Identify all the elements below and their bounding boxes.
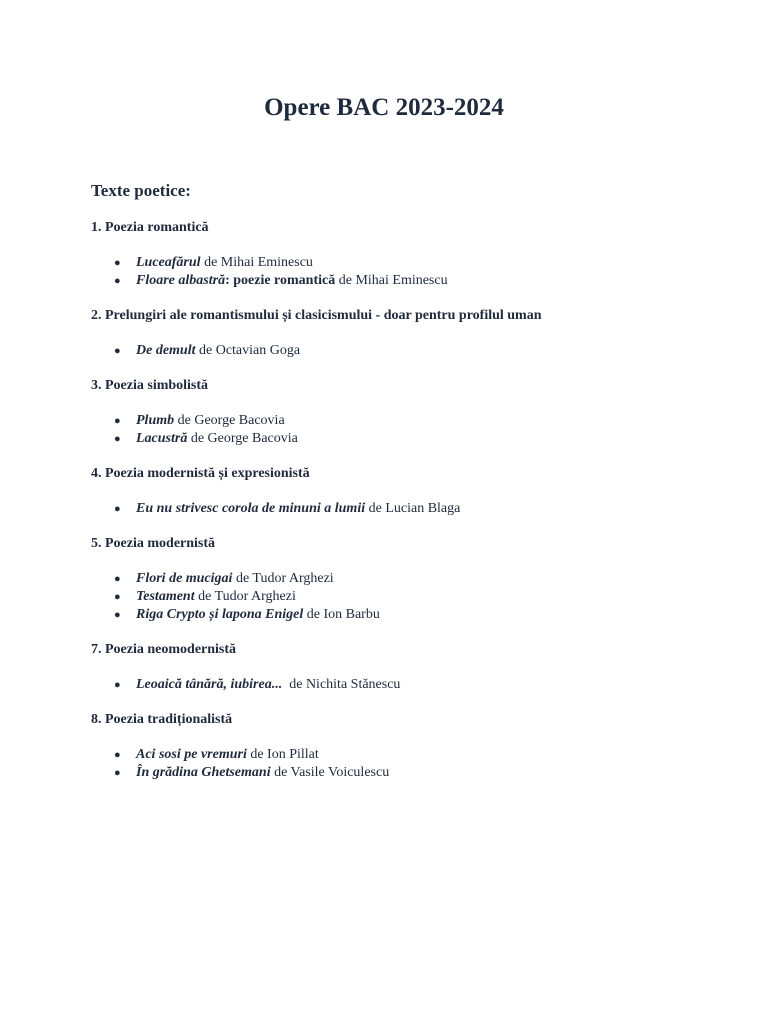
work-list <box>91 570 731 624</box>
list-item <box>91 746 731 764</box>
list-item <box>91 606 731 624</box>
work-list <box>91 412 731 448</box>
list-item <box>91 342 731 360</box>
bullet-icon: ● <box>114 679 121 691</box>
work-title: Floare albastră <box>136 273 226 288</box>
work-title: Leoaică tânără, iubirea... <box>136 677 283 692</box>
bullet-icon: ● <box>114 573 121 585</box>
list-item <box>91 412 731 430</box>
bullet-icon: ● <box>114 609 121 621</box>
work-title: În grădina Ghetsemani <box>136 765 271 780</box>
group-heading: 8. Poezia tradiționalistă <box>91 712 233 727</box>
work-author: de Octavian Goga <box>195 343 301 358</box>
work-title: Plumb <box>136 413 175 428</box>
list-item <box>91 764 731 782</box>
work-author: de George Bacovia <box>174 413 285 428</box>
work-author: de Mihai Eminescu <box>335 273 448 288</box>
work-author: de Nichita Stănescu <box>282 677 401 692</box>
work-list <box>91 500 731 518</box>
group-heading: 4. Poezia modernistă și expresionistă <box>91 466 310 481</box>
bullet-icon: ● <box>114 345 121 357</box>
list-item <box>91 588 731 606</box>
list-item <box>91 272 731 290</box>
work-subtitle: : poezie romantică <box>225 273 336 288</box>
work-title: Luceafărul <box>136 255 201 270</box>
work-author: de Lucian Blaga <box>365 501 461 516</box>
bullet-icon: ● <box>114 503 121 515</box>
page-title: Opere BAC 2023-2024 <box>264 94 504 121</box>
bullet-icon: ● <box>114 433 121 445</box>
group-heading: 1. Poezia romantică <box>91 220 209 235</box>
bullet-icon: ● <box>114 257 121 269</box>
work-list <box>91 676 731 694</box>
work-author: de Tudor Arghezi <box>194 589 296 604</box>
work-title: De demult <box>136 343 196 358</box>
bullet-icon: ● <box>114 749 121 761</box>
work-author: de Vasile Voiculescu <box>270 765 390 780</box>
group-heading: 3. Poezia simbolistă <box>91 378 209 393</box>
work-list <box>91 342 731 360</box>
list-item <box>91 570 731 588</box>
work-title: Aci sosi pe vremuri <box>136 747 247 762</box>
group-heading: 2. Prelungiri ale romantismului și clasicismului - doar pentru profilul uman <box>91 308 542 323</box>
work-list <box>91 746 731 782</box>
work-title: Flori de mucigai <box>136 571 233 586</box>
work-author: de Ion Barbu <box>303 607 380 622</box>
work-title: Eu nu strivesc corola de minuni a lumii <box>136 501 366 516</box>
list-item <box>91 676 731 694</box>
work-title: Lacustră <box>136 431 188 446</box>
bullet-icon: ● <box>114 767 121 779</box>
bullet-icon: ● <box>114 275 121 287</box>
section-heading: Texte poetice: <box>91 181 191 200</box>
group-heading: 5. Poezia modernistă <box>91 536 216 551</box>
work-author: de Tudor Arghezi <box>232 571 334 586</box>
list-item <box>91 254 731 272</box>
bullet-icon: ● <box>114 415 121 427</box>
works-content <box>91 218 731 798</box>
list-item <box>91 500 731 518</box>
list-item <box>91 430 731 448</box>
bullet-icon: ● <box>114 591 121 603</box>
work-author: de Ion Pillat <box>246 747 319 762</box>
work-title: Riga Crypto și lapona Enigel <box>136 607 304 622</box>
work-title: Testament <box>136 589 195 604</box>
work-list <box>91 254 731 290</box>
work-author: de George Bacovia <box>187 431 298 446</box>
work-author: de Mihai Eminescu <box>200 255 313 270</box>
group-heading: 7. Poezia neomodernistă <box>91 642 237 657</box>
